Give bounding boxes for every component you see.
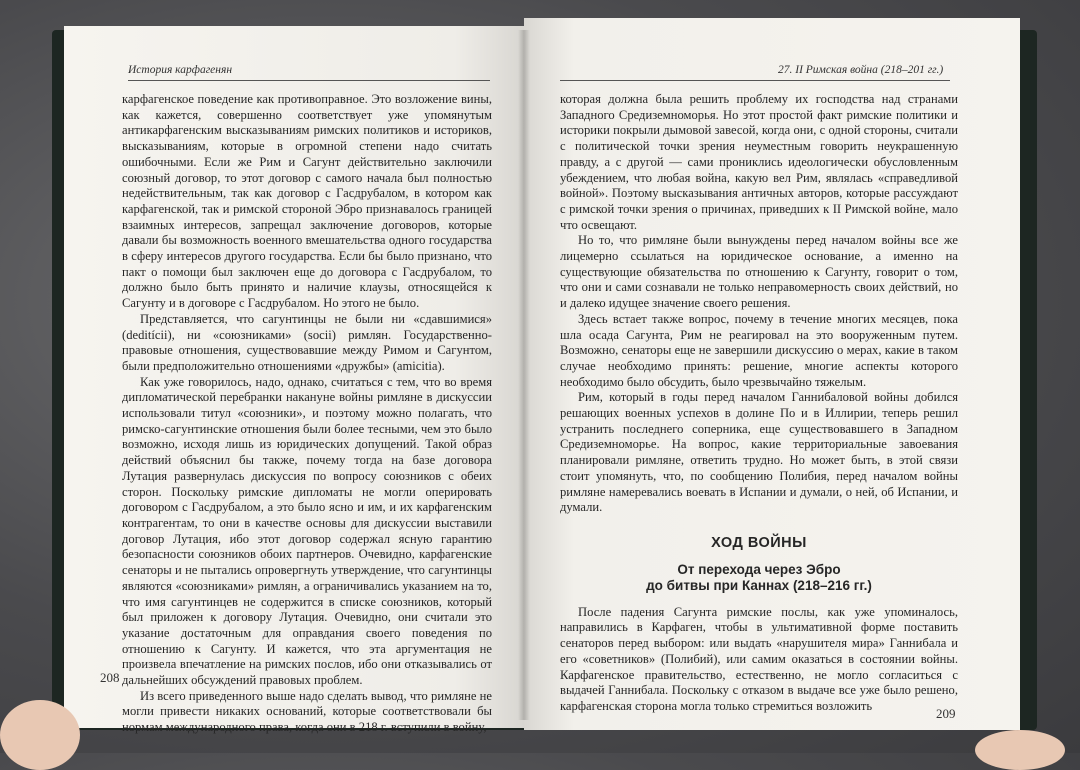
left-page-number: 208 <box>100 670 120 685</box>
left-paragraph: Представляется, что сагунтинцы не были ни «сдавшимися» (deditícii), ни «союзниками» (socii) римлян. Государственно-правовые отношения, существовавшие между Римом и Сагунтом, были предположительно отношениями «дружбы» (amicitia). <box>122 311 492 373</box>
left-head-rule <box>128 80 490 81</box>
left-thumb <box>0 700 80 770</box>
subheading-line-1: От перехода через Эбро <box>677 561 841 577</box>
section-heading: ХОД ВОЙНЫ <box>711 534 807 551</box>
right-paragraph: которая должна была решить проблему их господства над странами Западного Средиземноморья. Но этот простой факт римские политики и историки покрыли дымовой завесой, когда они, с одной стороны, считали с политической точки зрения неуместным говорить неукрашенную правду, а с другой — сами прониклись идеологически обусловленным убеждением, что любая война, какую вел Рим, являлась «справедливой войной». Поэтому высказывания античных авторов, которые рассуждают с римской точки зрения о причинах, приведших к II Римской войне, мало что освещают. <box>560 92 958 232</box>
left-paragraph: карфагенское поведение как противоправное. Это возложение вины, как кажется, совершенно соответствует уже упомянутым антикарфагенским высказываниям римских политиков и историков, высказываниям, которые в огромной степени надо считать ошибочными. Если же Рим и Сагунт действительно заключили союзный договор, то этот договор с самого начала был полностью недействительным, так как договор с Гасдрубалом, в котором как карфагенской, так и римской стороной Эбро признавалось границей взаимных интересов, запрещал заключение договоров, которые давали бы возможность военного вмешательства одного государства в сферу интересов другого государства. Если бы было признано, что пакт о помощи был заключен еще до договора с Гасдрубалом, то должно было быть принято и наличие клаузы, относящейся к Сагунту и в договоре с Гасдрубалом. Но этого не было. <box>122 92 492 311</box>
section-subheading <box>560 562 958 595</box>
left-paragraph: Как уже говорилось, надо, однако, считаться с тем, что во время дипломатической перебранки накануне войны римляне в дискуссии использовали титул «союзники», и поэтому можно полагать, что римско-сагунтинские отношения были более тесными, чем это было возможно, исходя лишь из юридических допущений. Такой образ действий объяснил бы также, почему тогда на базе договора Лутация развернулась дискуссия по вопросу союзников с обеих сторон. Поскольку римские дипломаты не могли оперировать договором с Гасдрубалом, а это было ясно и им, и их карфагенским контрагентам, то они в качестве основы для дискуссии выставили договор Лутация, ибо этот договор содержал ясную гарантию безопасности союзников обоих партнеров. Очевидно, карфагенские сенаторы и не пытались опровергнуть утверждение, что сагунтинцы являются «союзниками» римлян, а ограничивались указанием на то, что имя сагунтинцев не содержится в списке союзников, который был приложен к договору Лутация. Очевидно, они считали это указание достаточным для оправдания своего поведения по отношению к Сагунту. И кажется, что эта аргументация не произвела впечатление на римских послов, ибо они отказывались от дальнейших обсуждений правовых проблем. <box>122 374 492 688</box>
left-page-text <box>122 92 492 736</box>
subheading-line-2: до битвы при Каннах (218–216 гг.) <box>646 578 872 594</box>
right-paragraph: Но то, что римляне были вынуждены перед началом войны все же лицемерно ссылаться на юридическое основание, а именно на существующие обязательства по отношению к Сагунту, говорит о том, что они и сами сознавали не только неправомерность своих действий, но и далеко идущее значение своего решения. <box>560 233 958 311</box>
right-head-rule <box>560 80 950 81</box>
book-gutter <box>518 30 530 720</box>
right-paragraph: Рим, который в годы перед началом Ганнибаловой войны добился решающих военных успехов в долине По и в Иллирии, теперь решил устранить последнего соперника, еще существовавшего в Западном Средиземноморье. На вопрос, какие территориальные завоевания планировали римляне, ответить трудно. Но может быть, в этой связи стоит упомянуть, что, по сообщению Полибия, перед началом войны римляне намеревались воевать в Испании и думали, о ней, об Испании, и думали. <box>560 390 958 515</box>
right-paragraph: Здесь встает также вопрос, почему в течение многих месяцев, пока шла осада Сагунта, Рим не реагировал на это вооруженным путем. Возможно, сенаторы еще не завершили дискуссию о мерах, какие в таком случае необходимо принять: решение, многие аспекты которого необходимо было обсудить, было чрезвычайно тяжелым. <box>560 311 958 389</box>
left-running-head: История карфагенян <box>128 64 233 76</box>
right-page-number: 209 <box>936 706 956 721</box>
right-page-text <box>560 92 958 715</box>
right-paragraph: После падения Сагунта римские послы, как уже упоминалось, направились в Карфаген, чтобы в ультимативной форме поставить сенаторов перед выбором: или выдать «нарушителя мира» Ганнибала и его «советников» (Полибий), или самим оказаться в состоянии войны. Карфагенское правительство, естественно, не могло согласиться с выдачей Ганнибала. Поскольку с отказом в выдаче все уже было решено, карфагенская сторона могла только стремиться возложить <box>560 604 958 713</box>
right-running-head: 27. II Римская война (218–201 гг.) <box>778 64 944 76</box>
left-paragraph: Из всего приведенного выше надо сделать вывод, что римляне не могли привести никаких оснований, которые соответствовали бы нормам международного права, когда они в 218 г. вступили в войну, <box>122 688 492 735</box>
right-thumb <box>975 730 1065 770</box>
